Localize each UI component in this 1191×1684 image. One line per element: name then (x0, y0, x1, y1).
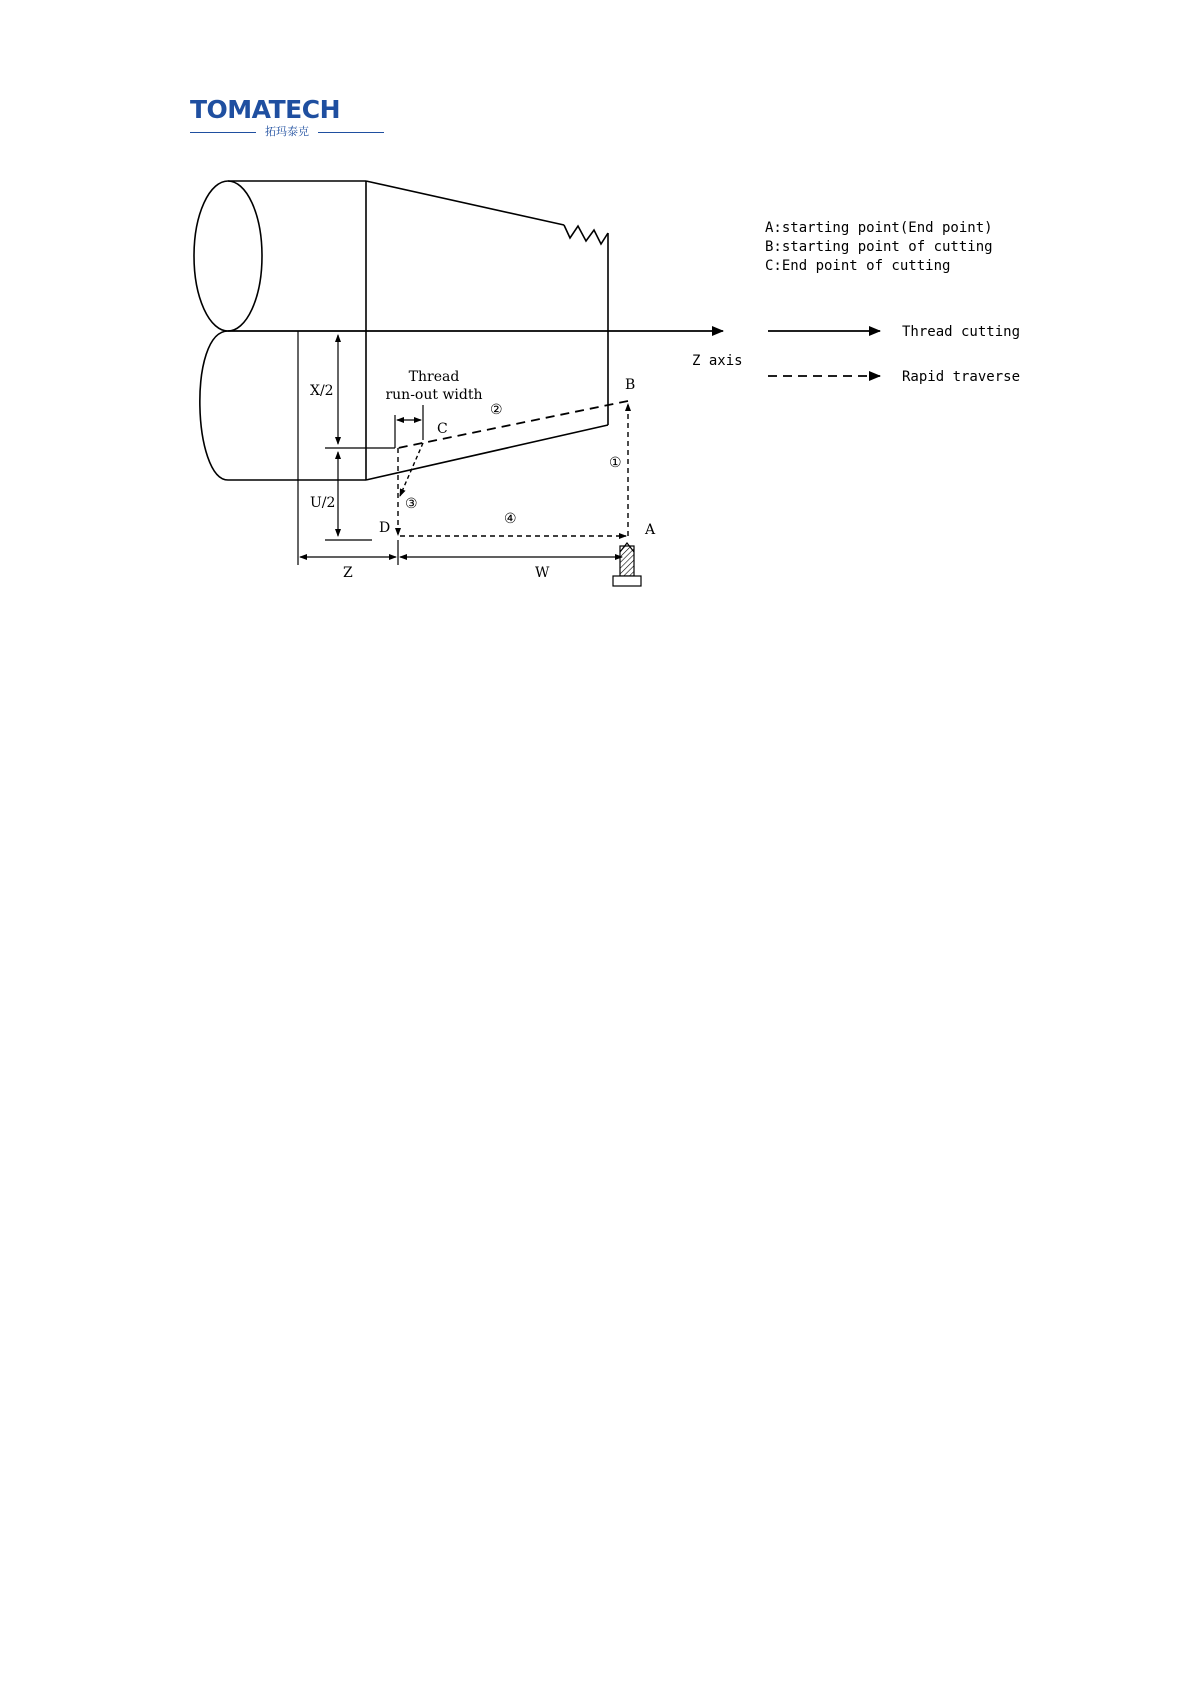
legend-point-c: C:End point of cutting (765, 258, 951, 274)
u-half-label: U/2 (310, 495, 336, 511)
thread-cutting-cycle-diagram (0, 0, 1191, 620)
step-2-label: ② (490, 402, 503, 418)
taper-break-mark (564, 225, 608, 244)
step-1-label: ① (609, 455, 622, 471)
thread-runout-label-line2: run-out width (385, 387, 483, 403)
z-axis-label: Z axis (692, 353, 743, 369)
workpiece-end-ellipse (194, 181, 262, 331)
workpiece-lower-end (200, 331, 228, 480)
thread-runout-label-line1: Thread (408, 369, 460, 385)
logo-wordmark: TOMATECH (190, 95, 340, 124)
z-dimension-label: Z (343, 565, 353, 581)
taper-bottom-edge (366, 425, 608, 480)
taper-top-edge (366, 181, 564, 225)
tool-base (613, 576, 641, 586)
logo-chinese-name: 拓玛泰克 (265, 125, 309, 138)
cutting-tool (613, 543, 641, 586)
legend-thread-cutting-label: Thread cutting (902, 324, 1021, 340)
x-half-label: X/2 (310, 383, 334, 399)
point-d-label: D (379, 520, 391, 536)
dimension-lines (298, 331, 622, 565)
w-dimension-label: W (535, 565, 550, 581)
step-3-label: ③ (405, 496, 418, 512)
legend (765, 220, 1020, 385)
legend-point-b: B:starting point of cutting (765, 239, 993, 255)
path-3-runout (400, 443, 423, 496)
legend-point-a: A:starting point(End point) (765, 220, 993, 236)
tool-shank (620, 546, 634, 576)
point-b-label: B (625, 377, 636, 393)
point-c-label: C (437, 421, 448, 437)
point-a-label: A (645, 522, 656, 538)
path-2-thread-cut (398, 401, 628, 448)
diagram-labels (310, 353, 743, 581)
legend-rapid-traverse-label: Rapid traverse (902, 369, 1021, 385)
step-4-label: ④ (504, 511, 517, 527)
